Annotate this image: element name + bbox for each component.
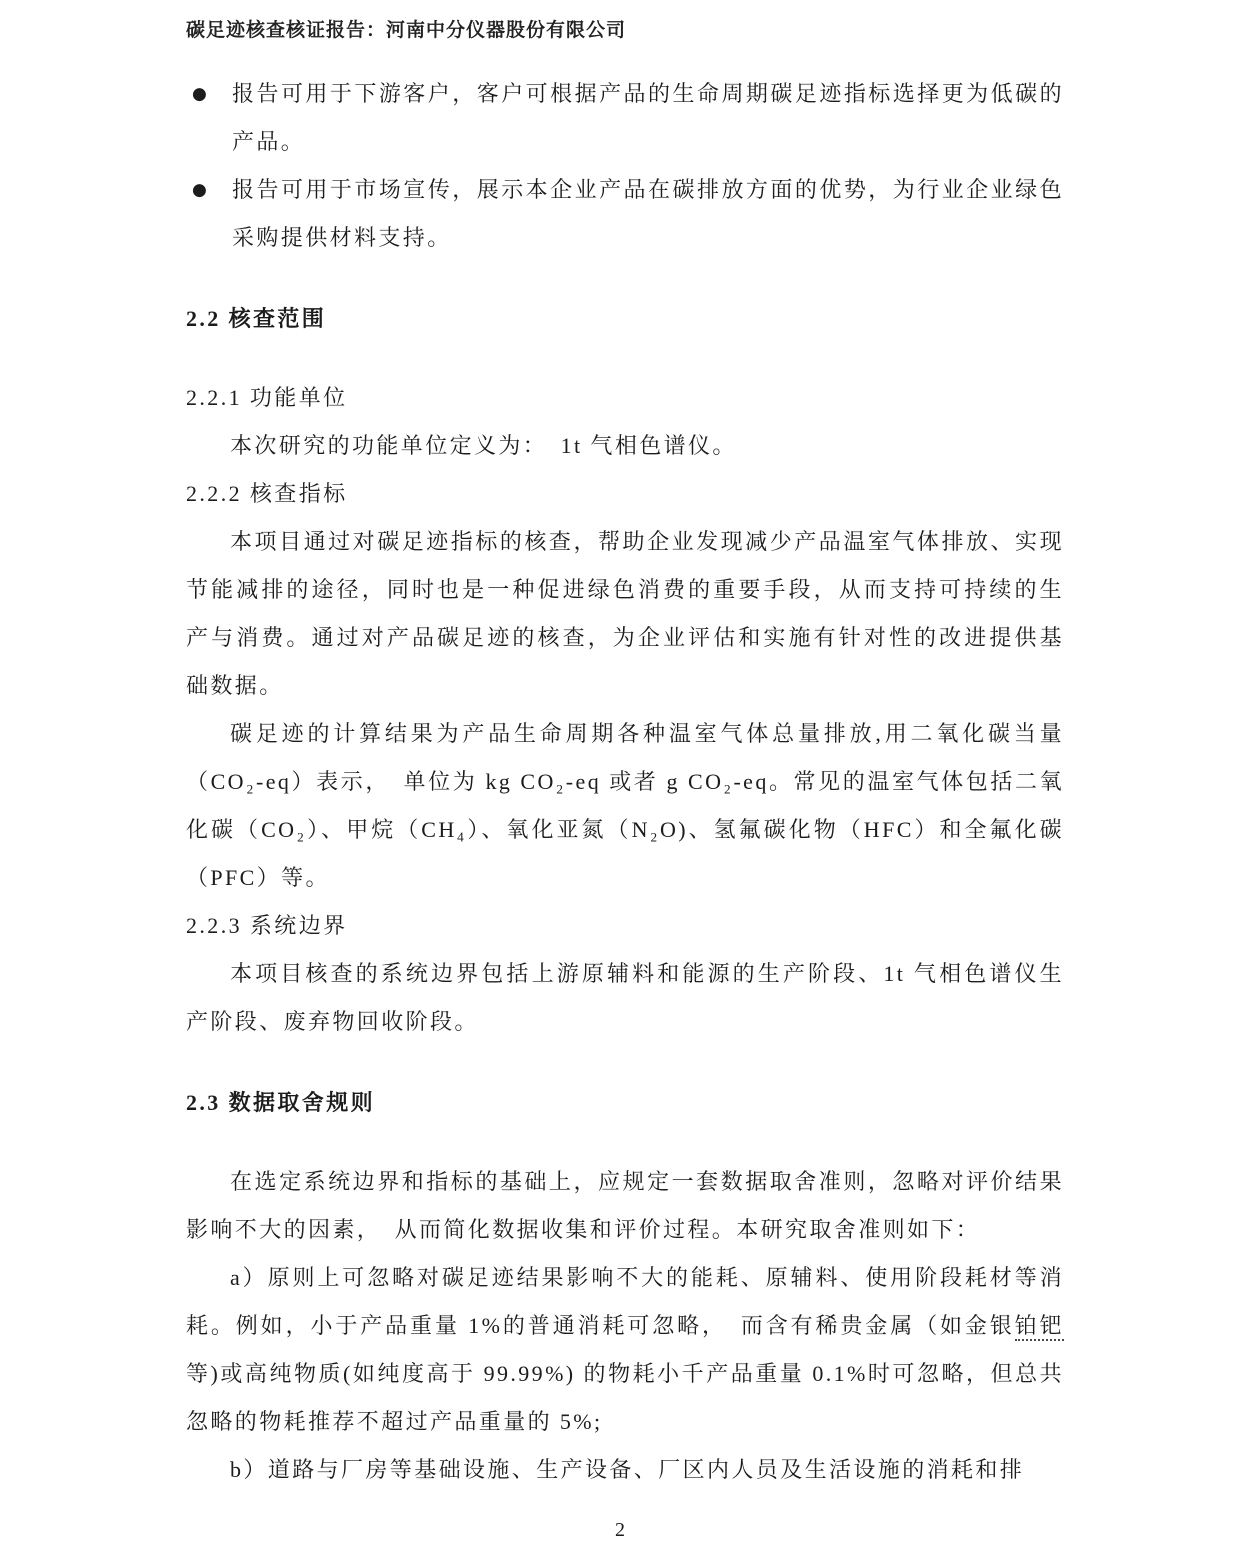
subsection-heading-2-2-1: 2.2.1 功能单位 (186, 385, 348, 410)
document-header (186, 18, 1064, 44)
bullet-list (186, 70, 1064, 262)
paragraph-carbon-footprint-result: 碳足迹的计算结果为产品生命周期各种温室气体总量排放,用二氧化碳当量（CO₂-eq）表示， 单位为 kg CO₂-eq 或者 g CO₂-eq。常见的温室气体包括二氧化碳（CO₂）、甲烷（CH₄）、氧化亚氮（N₂O)、氢氟碳化物（HFC）和全氟化碳（PFC）等。 (186, 721, 1064, 890)
paragraph-cutoff-intro: 在选定系统边界和指标的基础上，应规定一套数据取舍准则，忽略对评价结果影响不大的因素， 从而简化数据收集和评价过程。本研究取舍准则如下： (186, 1169, 1064, 1242)
bullet-text: 报告可用于市场宣传，展示本企业产品在碳排放方面的优势，为行业企业绿色采购提供材料支持。 (232, 177, 1064, 250)
header-title: 碳足迹核查核证报告：河南中分仪器股份有限公司 (186, 20, 627, 41)
paragraph-functional-unit: 本次研究的功能单位定义为： 1t 气相色谱仪。 (230, 433, 737, 458)
rule-a-text: a）原则上可忽略对碳足迹结果影响不大的能耗、原辅料、使用阶段耗材等消耗。例如，小于产品重量 1%的普通消耗可忽略， 而含有稀贵金属（如金银 (186, 1265, 1064, 1338)
section-heading-2-2: 2.2 核查范围 (186, 306, 327, 331)
subsection-heading-2-2-2: 2.2.2 核查指标 (186, 481, 348, 506)
underlined-term: 铂钯 (1015, 1313, 1064, 1341)
bullet-icon: ● (192, 180, 207, 200)
paragraph-system-boundary: 本项目核查的系统边界包括上游原辅料和能源的生产阶段、1t 气相色谱仪生产阶段、废弃物回收阶段。 (186, 961, 1064, 1034)
paragraph-rule-a (186, 1254, 1064, 1446)
list-item (186, 166, 1064, 262)
page-number: 2 (615, 1519, 625, 1541)
bullet-text: 报告可用于下游客户，客户可根据产品的生命周期碳足迹指标选择更为低碳的产品。 (232, 81, 1064, 154)
subsection-heading-2-2-3: 2.2.3 系统边界 (186, 913, 348, 938)
page-footer (0, 1505, 1240, 1553)
bullet-icon: ● (192, 84, 207, 104)
paragraph-rule-b: b）道路与厂房等基础设施、生产设备、厂区内人员及生活设施的消耗和排 (230, 1457, 1025, 1482)
list-item (186, 70, 1064, 166)
rule-a-text: 等)或高纯物质(如纯度高于 99.99%) 的物耗小千产品重量 0.1%时可忽略，但总共忽略的物耗推荐不超过产品重量的 5%; (186, 1361, 1064, 1434)
paragraph-verification-indicator: 本项目通过对碳足迹指标的核查，帮助企业发现减少产品温室气体排放、实现节能减排的途径，同时也是一种促进绿色消费的重要手段，从而支持可持续的生产与消费。通过对产品碳足迹的核查，为企业评估和实施有针对性的改进提供基础数据。 (186, 529, 1064, 698)
section-heading-2-3: 2.3 数据取舍规则 (186, 1090, 376, 1115)
